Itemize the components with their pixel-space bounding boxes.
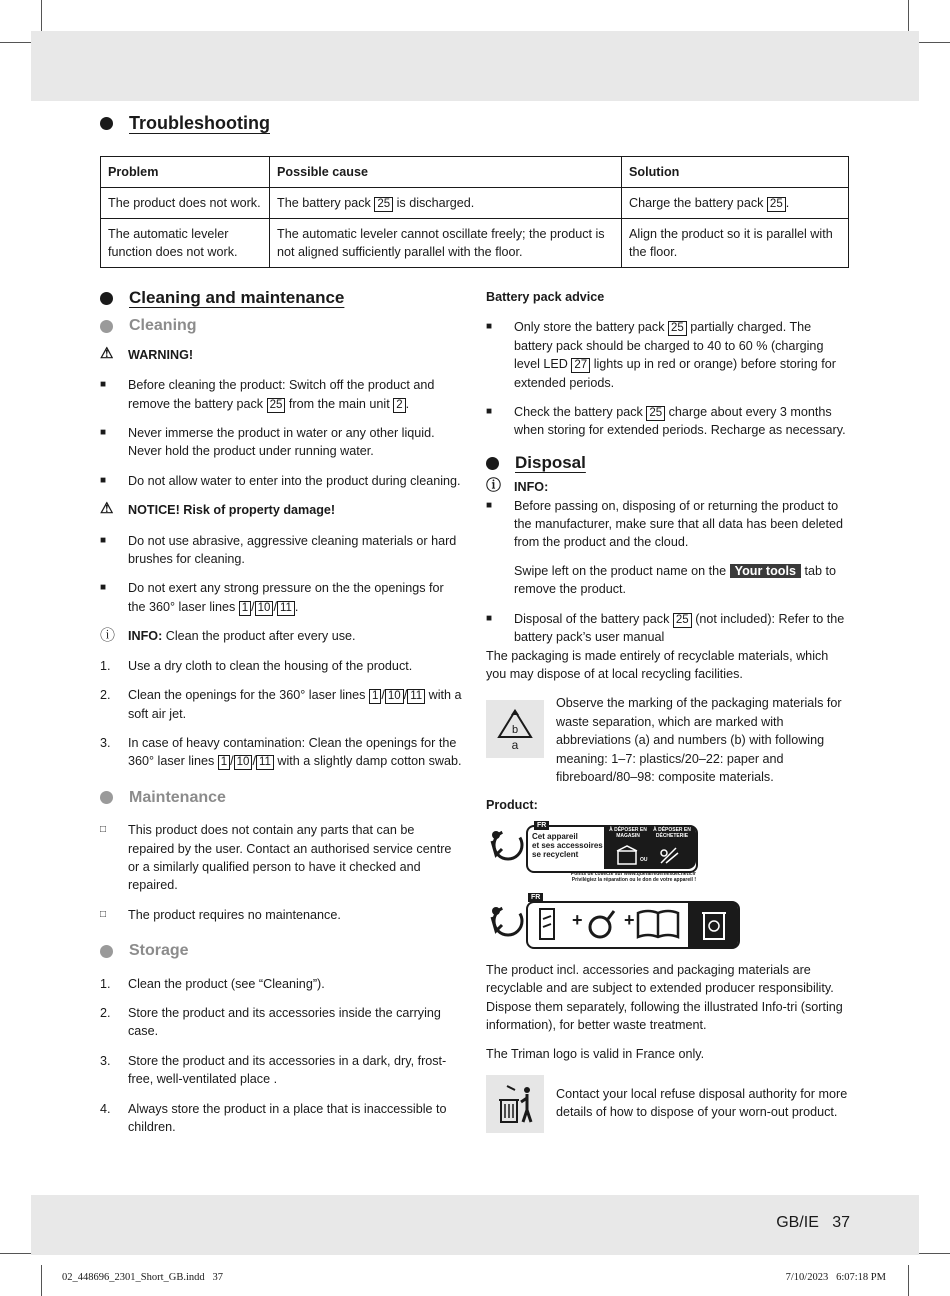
cable-icon xyxy=(588,909,616,941)
triman-valid-text: The Triman logo is valid in France only. xyxy=(486,1047,705,1062)
part-ref-box: 25 xyxy=(668,321,687,336)
item-text: Store the product and its accessories in a dark, dry, frost-free, well-ventilated place . xyxy=(128,1053,447,1087)
list-item xyxy=(100,472,462,490)
list-item xyxy=(100,657,462,675)
your-tools-tab-label: Your tools xyxy=(730,564,801,578)
text-run: . xyxy=(405,396,410,411)
hollow-square-bullet-icon: □ xyxy=(100,824,107,836)
part-ref-box: 11 xyxy=(256,755,274,770)
list-item xyxy=(100,424,462,461)
crop-mark xyxy=(41,1265,42,1296)
text-run: Before cleaning the product: Switch off the product and remove the battery pack xyxy=(128,378,435,411)
item-text: Use a dry cloth to clean the housing of the product. xyxy=(128,658,413,673)
notice-text: NOTICE! Risk of property damage! xyxy=(128,503,336,518)
step-number: 3. xyxy=(100,1053,111,1068)
step-number: 2. xyxy=(100,688,111,703)
item-text: Never immerse the product in water or any other liquid. Never hold the product under running water. xyxy=(128,426,435,459)
cause-cell: The automatic leveler cannot oscillate freely; the product is not aligned sufficiently parallel with the floor. xyxy=(270,219,622,268)
text-run: Do not exert any strong pressure on the the openings for the 360° laser lines xyxy=(128,581,444,614)
text-run: with a slightly damp cotton swab. xyxy=(273,754,462,769)
shop-label: À DÉPOSER EN MAGASIN xyxy=(609,826,647,839)
bin-disposal-block xyxy=(486,1075,850,1133)
square-bullet-icon: ■ xyxy=(100,427,107,439)
step-number: 3. xyxy=(100,735,111,750)
center-label: À DÉPOSER EN DÉCHETERIE xyxy=(653,826,691,839)
text-run: / xyxy=(251,599,255,614)
storage-title: Storage xyxy=(129,942,189,960)
item-text xyxy=(514,562,850,599)
triman-label-accessories xyxy=(486,893,742,949)
list-item xyxy=(100,579,462,616)
bullet-dot xyxy=(100,320,113,333)
info-icon: ⓘ xyxy=(486,477,502,495)
ou-label: OU xyxy=(640,856,648,863)
square-bullet-icon: ■ xyxy=(100,474,107,486)
part-ref-box: 25 xyxy=(673,613,692,628)
header-cause: Possible cause xyxy=(270,157,622,188)
cause-text: is discharged. xyxy=(393,196,475,210)
part-ref-box: 25 xyxy=(267,398,286,413)
part-ref-box: 27 xyxy=(571,358,590,373)
item-text xyxy=(128,579,462,616)
step-number: 1. xyxy=(100,658,111,673)
header-solution: Solution xyxy=(622,157,849,188)
list-item xyxy=(100,975,462,993)
part-ref-box: 10 xyxy=(385,689,404,704)
cleaning-maintenance-heading xyxy=(100,289,462,307)
triman-icon xyxy=(486,901,526,941)
contact-text: Contact your local refuse disposal authority for more details of how to dispose of your worn-out product. xyxy=(556,1086,848,1120)
part-ref-box: 11 xyxy=(277,601,295,616)
item-text: Do not use abrasive, aggressive cleaning materials or hard brushes for cleaning. xyxy=(128,533,457,567)
cause-text: The battery pack xyxy=(277,196,375,210)
info-icon: ⓘ xyxy=(100,627,116,645)
part-ref-box: 1 xyxy=(369,689,381,704)
recycling-center-icon xyxy=(658,845,680,865)
triman-icon xyxy=(486,825,526,865)
part-ref-box: 10 xyxy=(255,601,274,616)
problem-cell: The automatic leveler function does not work. xyxy=(101,219,270,268)
maintenance-title: Maintenance xyxy=(129,788,226,806)
spacer xyxy=(486,562,514,599)
crop-mark xyxy=(908,1265,909,1296)
text-run: from the main unit xyxy=(285,396,394,411)
recycle-letter-a: a xyxy=(511,738,519,752)
square-bullet-icon: ■ xyxy=(100,379,107,391)
crop-mark xyxy=(919,1253,950,1254)
part-ref-box: 25 xyxy=(767,197,786,212)
cleaning-maintenance-title: Cleaning and maintenance xyxy=(129,288,345,307)
recycling-symbol-box xyxy=(486,700,544,758)
text-line: Cet appareil xyxy=(532,831,578,841)
page-number: GB/IE 37 xyxy=(776,1214,850,1231)
square-bullet-icon: ■ xyxy=(486,499,493,511)
text-run: Swipe left on the product name on the xyxy=(514,563,730,578)
file-slug-right: 7/10/2023 6:07:18 PM xyxy=(785,1272,886,1283)
info-label: INFO: xyxy=(128,629,163,644)
crop-mark xyxy=(908,0,909,31)
crop-mark xyxy=(0,42,31,43)
manual-book-icon xyxy=(636,909,680,939)
text-line: se recyclent xyxy=(532,849,579,859)
plus-icon: + xyxy=(572,909,583,930)
item-text xyxy=(128,734,462,771)
disposal-title: Disposal xyxy=(515,452,586,472)
text-run: / xyxy=(273,599,277,614)
text-run: charge about every 3 months when storing for extended periods. Recharge as necessary. xyxy=(514,405,846,438)
triman-text xyxy=(532,832,603,859)
text-run: . xyxy=(294,599,299,614)
info-label xyxy=(486,478,850,496)
bullet-dot xyxy=(100,292,113,305)
bullet-dot xyxy=(100,117,113,130)
recycling-bin-icon xyxy=(700,907,728,941)
problem-cell: The product does not work. xyxy=(101,188,270,219)
info-text: INFO: xyxy=(514,480,549,495)
troubleshooting-heading xyxy=(100,113,270,134)
fr-badge: FR xyxy=(528,893,543,902)
square-bullet-icon: ■ xyxy=(486,612,493,624)
text-run: (not included): Refer to the battery pack’s user manual xyxy=(514,611,845,645)
packaging-icon xyxy=(538,907,556,941)
list-item xyxy=(100,376,462,413)
list-item xyxy=(100,1052,462,1089)
table-row xyxy=(101,219,849,268)
solution-cell xyxy=(622,188,849,219)
list-item xyxy=(486,497,850,552)
item-text: Always store the product in a place that is inaccessible to children. xyxy=(128,1101,447,1134)
warning-icon: ⚠ xyxy=(100,344,114,362)
list-item xyxy=(486,318,850,392)
cleaning-heading xyxy=(100,317,462,335)
item-text xyxy=(514,318,850,392)
list-item xyxy=(100,734,462,771)
list-item xyxy=(100,1004,462,1041)
part-ref-box: 1 xyxy=(218,755,230,770)
bullet-dot xyxy=(486,457,499,470)
text-run: / xyxy=(381,688,385,703)
warning-text: WARNING! xyxy=(128,347,194,362)
item-text xyxy=(514,610,850,647)
text-run: tab to remove the product. xyxy=(514,563,836,597)
item-text xyxy=(128,686,462,723)
text-run: with a soft air jet. xyxy=(128,688,462,721)
disposal-heading xyxy=(486,454,850,472)
text-run: Disposal of the battery pack xyxy=(514,611,673,626)
triman-label-appliance xyxy=(486,821,696,887)
text-run: lights up in red or orange) before storing for extended periods. xyxy=(514,357,836,390)
left-column xyxy=(100,289,462,1147)
waste-bin-person-icon xyxy=(495,1082,535,1126)
text-run: / xyxy=(403,688,408,703)
item-text: Store the product and its accessories inside the carrying case. xyxy=(128,1005,441,1039)
list-item xyxy=(100,1100,462,1137)
list-item xyxy=(100,821,462,895)
table-header-row xyxy=(101,157,849,188)
hollow-square-bullet-icon: □ xyxy=(100,908,107,920)
list-item xyxy=(486,403,850,440)
crop-mark xyxy=(0,1253,31,1254)
warning-icon: ⚠ xyxy=(100,500,114,518)
header-band xyxy=(31,31,919,101)
fr-badge: FR xyxy=(534,821,549,830)
part-ref-box: 10 xyxy=(234,755,253,770)
item-text: The product requires no maintenance. xyxy=(128,907,341,922)
crop-mark xyxy=(919,42,950,43)
bin-symbol-box xyxy=(486,1075,544,1133)
packaging-text: The packaging is made entirely of recyclable materials, which you may dispose of at local recycling facilities. xyxy=(486,648,829,681)
item-text: Before passing on, disposing of or returning the product to the manufacturer, make sure that all data has been deleted from the product and the cloud. xyxy=(514,498,844,550)
text-run: partially charged. The battery pack should be charged to 40 to 60 % (charging level LED xyxy=(514,320,824,372)
troubleshooting-table xyxy=(100,156,849,268)
item-text: Do not allow water to enter into the product during cleaning. xyxy=(128,473,461,488)
item-text: Clean the product (see “Cleaning”). xyxy=(128,976,325,991)
text-run: Only store the battery pack xyxy=(514,320,668,335)
swipe-note xyxy=(486,562,850,599)
cleaning-title: Cleaning xyxy=(129,317,197,335)
recycle-letter-b: b xyxy=(511,724,519,737)
part-ref-box: 25 xyxy=(374,197,393,212)
notice-label xyxy=(100,501,462,519)
part-ref-box: 1 xyxy=(239,601,251,616)
crop-mark xyxy=(41,0,42,31)
item-text xyxy=(128,376,462,413)
part-ref-box: 2 xyxy=(393,398,405,413)
info-line xyxy=(100,627,462,645)
bullet-dot xyxy=(100,791,113,804)
list-item xyxy=(100,906,462,924)
product-label: Product: xyxy=(486,798,538,813)
item-text xyxy=(514,403,850,440)
recycle-icon xyxy=(495,707,535,751)
table-row xyxy=(101,188,849,219)
square-bullet-icon: ■ xyxy=(486,321,493,333)
bullet-dot xyxy=(100,945,113,958)
part-ref-box: 11 xyxy=(407,689,425,704)
right-column xyxy=(486,288,850,1133)
square-bullet-icon: ■ xyxy=(100,582,107,594)
cause-cell xyxy=(270,188,622,219)
step-number: 4. xyxy=(100,1101,111,1116)
storage-heading xyxy=(100,942,462,960)
list-item xyxy=(486,610,850,647)
square-bullet-icon: ■ xyxy=(100,534,107,546)
producer-responsibility-text: The product incl. accessories and packaging materials are recyclable and are subject to extended producer responsibility. Dispose them separately, following the illustrated Info-tri (sorting information), for better waste treatment. xyxy=(486,962,843,1032)
text-run: / xyxy=(252,754,256,769)
text-run: Clean the product after every use. xyxy=(162,629,356,644)
text-run: / xyxy=(230,754,234,769)
marking-text: Observe the marking of the packaging materials for waste separation, which are marked with abbreviations (a) and numbers (b) with following meaning: 1–7: plastics/20–22: paper and fibreboard/80–98: composite materials. xyxy=(556,696,842,784)
plus-icon: + xyxy=(624,909,635,930)
text-line: Points de collecte sur www.quefairedemesdechets.fr xyxy=(570,870,696,877)
recycling-marking-block xyxy=(486,694,850,786)
part-ref-box: 25 xyxy=(646,406,665,421)
warning-label xyxy=(100,346,462,364)
triman-footer xyxy=(558,871,696,883)
text-run: In case of heavy contamination: Clean the openings for the 360° laser lines xyxy=(128,735,457,769)
troubleshooting-title: Troubleshooting xyxy=(129,113,270,133)
text-run: Check the battery pack xyxy=(514,405,647,420)
solution-text: Charge the battery pack xyxy=(629,196,767,210)
solution-text: . xyxy=(785,196,790,210)
shop-icon xyxy=(616,845,638,865)
text-line: et ses accessoires xyxy=(532,840,603,850)
text-line: Privilégiez la réparation ou le don de votre appareil ! xyxy=(571,876,696,883)
solution-cell: Align the product so it is parallel with the floor. xyxy=(622,219,849,268)
file-slug-left: 02_448696_2301_Short_GB.indd 37 xyxy=(62,1272,224,1283)
item-text: This product does not contain any parts that can be repaired by the user. Contact an authorised service centre or a similarly qualified person to have it checked and repaired. xyxy=(128,823,452,893)
list-item xyxy=(100,686,462,723)
battery-advice-heading: Battery pack advice xyxy=(486,290,605,304)
step-number: 2. xyxy=(100,1005,111,1020)
list-item xyxy=(100,532,462,569)
header-problem: Problem xyxy=(101,157,270,188)
text-run: Clean the openings for the 360° laser lines xyxy=(128,688,369,703)
step-number: 1. xyxy=(100,976,111,991)
square-bullet-icon: ■ xyxy=(486,406,493,418)
info-text xyxy=(128,627,462,645)
maintenance-heading xyxy=(100,789,462,807)
